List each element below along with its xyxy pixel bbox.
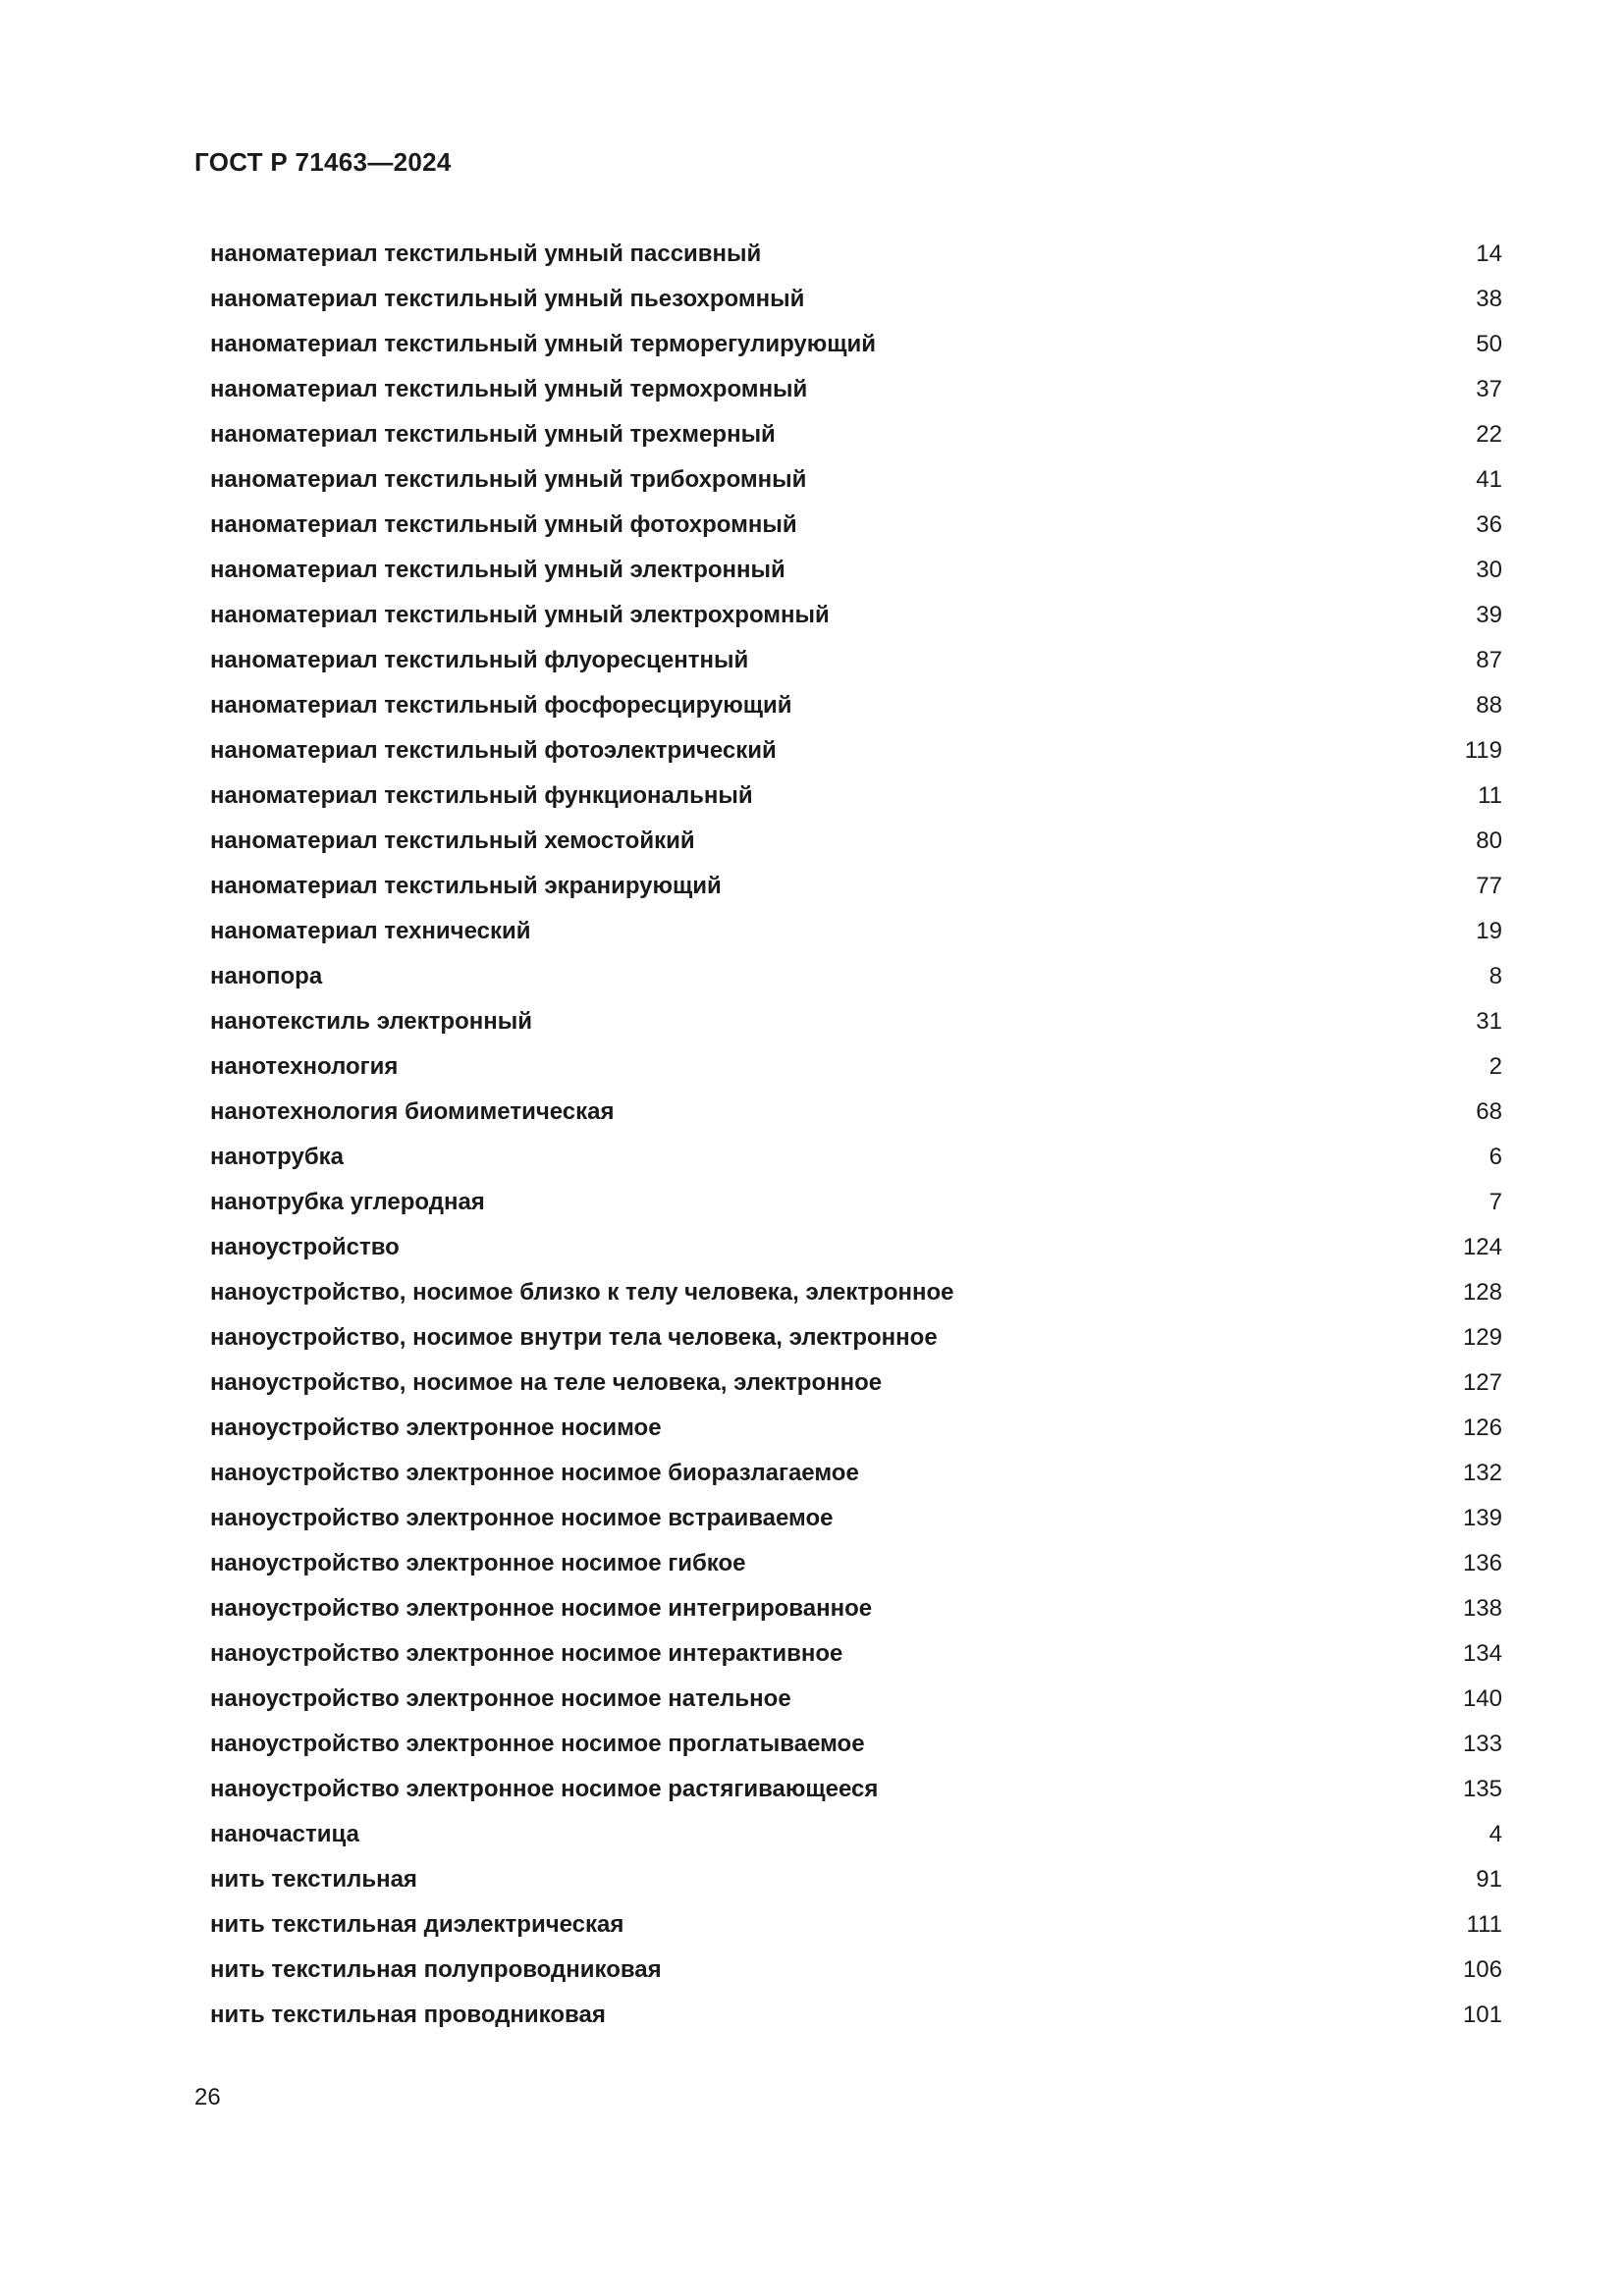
index-entry [210, 1682, 1502, 1728]
index-entry [210, 1457, 1502, 1502]
index-entry [210, 1412, 1502, 1457]
index-term-number: 129 [1462, 1324, 1502, 1351]
index-term: наноматериал текстильный умный терморегулирующий [210, 331, 877, 357]
index-entry [210, 1366, 1502, 1412]
index-term: наноматериал текстильный экранирующий [210, 873, 722, 899]
index-term: нанотекстиль электронный [210, 1008, 532, 1035]
index-entry [210, 1095, 1502, 1141]
index-entry [210, 1637, 1502, 1682]
index-term: наноматериал текстильный умный электрохромный [210, 602, 830, 628]
index-term-number: 128 [1462, 1279, 1502, 1306]
index-term: наноустройство, носимое на теле человека, электронное [210, 1369, 883, 1396]
index-term-number: 135 [1462, 1776, 1502, 1802]
index-term-number: 39 [1476, 602, 1502, 628]
index-term-number: 11 [1478, 782, 1502, 809]
index-term-number: 111 [1466, 1911, 1502, 1938]
index-term-number: 119 [1464, 737, 1502, 764]
index-entry [210, 1141, 1502, 1186]
index-term-number: 127 [1462, 1369, 1502, 1396]
index-term: наноматериал текстильный умный электронный [210, 557, 785, 583]
index-term-number: 36 [1476, 511, 1502, 538]
index-term: наноустройство, носимое близко к телу человека, электронное [210, 1279, 954, 1306]
index-term: наноматериал текстильный фотоэлектрический [210, 737, 777, 764]
index-term-number: 37 [1476, 376, 1502, 402]
index-term: нанотрубка углеродная [210, 1189, 485, 1215]
index-term-number: 132 [1462, 1460, 1502, 1486]
index-term-number: 41 [1476, 466, 1502, 493]
index-entry [210, 554, 1502, 599]
index-entry [210, 1773, 1502, 1818]
index-term-number: 87 [1476, 647, 1502, 673]
index-term: наноустройство электронное носимое нательное [210, 1685, 791, 1712]
index-term-number: 6 [1489, 1144, 1502, 1170]
index-entry [210, 328, 1502, 373]
index-term: наноматериал текстильный хемостойкий [210, 828, 695, 854]
index-term-number: 136 [1462, 1550, 1502, 1576]
index-term: наноматериал технический [210, 918, 531, 944]
index-term-number: 77 [1476, 873, 1502, 899]
index-term: нить текстильная [210, 1866, 417, 1893]
index-term-number: 4 [1489, 1821, 1502, 1847]
index-term: нанопора [210, 963, 323, 989]
index-term-number: 138 [1462, 1595, 1502, 1622]
index-term: наноустройство электронное носимое встраиваемое [210, 1505, 834, 1531]
index-term-number: 139 [1462, 1505, 1502, 1531]
index-term-number: 14 [1476, 240, 1502, 267]
index-entry [210, 418, 1502, 463]
index-term: наноматериал текстильный умный пьезохромный [210, 286, 805, 312]
index-entry [210, 1953, 1502, 1999]
index-term-number: 106 [1462, 1956, 1502, 1983]
index-term-number: 2 [1489, 1053, 1502, 1080]
index-entry [210, 238, 1502, 283]
index-term: наноустройство электронное носимое растягивающееся [210, 1776, 879, 1802]
index-entry [210, 373, 1502, 418]
index-entry [210, 1050, 1502, 1095]
index-entry [210, 1999, 1502, 2044]
index-entry [210, 644, 1502, 689]
index-entry [210, 1592, 1502, 1637]
index-term-number: 126 [1462, 1415, 1502, 1441]
index-entry [210, 1908, 1502, 1953]
index-term: нанотрубка [210, 1144, 345, 1170]
index-term-number: 124 [1462, 1234, 1502, 1260]
index-term-number: 38 [1476, 286, 1502, 312]
index-entry [210, 960, 1502, 1005]
index-term: наноустройство электронное носимое биоразлагаемое [210, 1460, 859, 1486]
index-term: нанотехнология [210, 1053, 399, 1080]
index-term: наноустройство, носимое внутри тела человека, электронное [210, 1324, 938, 1351]
index-term: наночастица [210, 1821, 359, 1847]
index-term: наноматериал текстильный функциональный [210, 782, 753, 809]
index-entry [210, 1502, 1502, 1547]
index-term-number: 31 [1476, 1008, 1502, 1035]
index-term: наноустройство электронное носимое [210, 1415, 662, 1441]
index-term: наноустройство электронное носимое интерактивное [210, 1640, 843, 1667]
index-term: наноматериал текстильный фосфоресцирующий [210, 692, 792, 719]
index-term: нить текстильная полупроводниковая [210, 1956, 662, 1983]
index-term: нить текстильная диэлектрическая [210, 1911, 624, 1938]
index-term: нанотехнология биомиметическая [210, 1098, 615, 1125]
alphabetical-index-list [210, 238, 1502, 2044]
index-term-number: 30 [1476, 557, 1502, 583]
index-term-number: 8 [1489, 963, 1502, 989]
index-term-number: 7 [1489, 1189, 1502, 1215]
index-entry [210, 599, 1502, 644]
index-term: наноматериал текстильный умный трехмерный [210, 421, 776, 448]
index-term-number: 80 [1476, 828, 1502, 854]
index-entry [210, 1321, 1502, 1366]
index-entry [210, 779, 1502, 825]
index-term-number: 140 [1462, 1685, 1502, 1712]
index-entry [210, 734, 1502, 779]
index-term-number: 88 [1476, 692, 1502, 719]
index-entry [210, 870, 1502, 915]
index-term: наноматериал текстильный флуоресцентный [210, 647, 749, 673]
index-term: наноустройство электронное носимое гибкое [210, 1550, 746, 1576]
index-term: наноматериал текстильный умный трибохромный [210, 466, 807, 493]
index-entry [210, 1728, 1502, 1773]
index-term-number: 133 [1462, 1731, 1502, 1757]
index-term-number: 22 [1476, 421, 1502, 448]
page-number: 26 [194, 2084, 221, 2110]
index-term-number: 101 [1462, 2002, 1502, 2028]
index-term: нить текстильная проводниковая [210, 2002, 606, 2028]
index-term: наноустройство электронное носимое проглатываемое [210, 1731, 865, 1757]
index-entry [210, 689, 1502, 734]
index-entry [210, 283, 1502, 328]
index-entry [210, 463, 1502, 508]
index-term-number: 50 [1476, 331, 1502, 357]
index-entry [210, 508, 1502, 554]
index-term-number: 68 [1476, 1098, 1502, 1125]
index-entry [210, 1818, 1502, 1863]
index-entry [210, 1547, 1502, 1592]
index-term-number: 91 [1476, 1866, 1502, 1893]
index-entry [210, 1231, 1502, 1276]
index-term: наноматериал текстильный умный фотохромный [210, 511, 797, 538]
index-entry [210, 1186, 1502, 1231]
index-entry [210, 825, 1502, 870]
index-entry [210, 1005, 1502, 1050]
index-term: наноматериал текстильный умный термохромный [210, 376, 808, 402]
index-term: наноустройство [210, 1234, 400, 1260]
index-term: наноустройство электронное носимое интегрированное [210, 1595, 873, 1622]
index-term: наноматериал текстильный умный пассивный [210, 240, 762, 267]
index-entry [210, 915, 1502, 960]
index-entry [210, 1276, 1502, 1321]
index-term-number: 19 [1476, 918, 1502, 944]
index-term-number: 134 [1462, 1640, 1502, 1667]
index-entry [210, 1863, 1502, 1908]
page-header-standard: ГОСТ Р 71463—2024 [194, 147, 452, 177]
